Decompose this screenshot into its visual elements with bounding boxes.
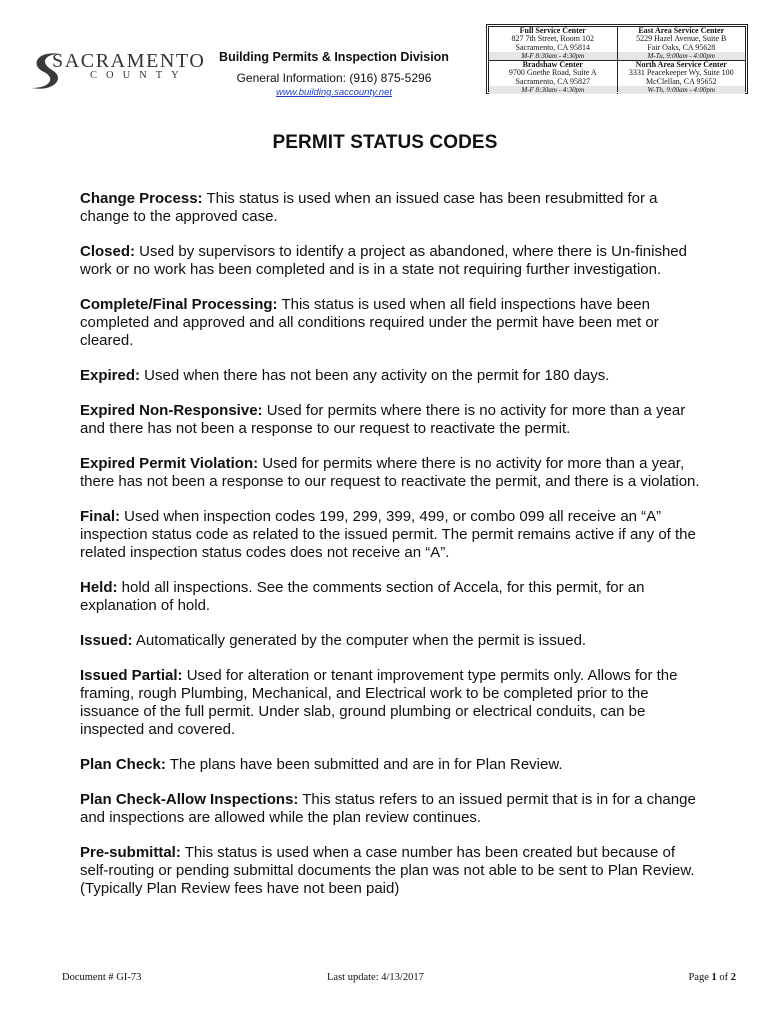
center-city: McClellan, CA 95652: [646, 76, 717, 86]
page-current: 1: [711, 972, 717, 983]
status-code-description: Used for permits where there is no activity for more than a year, there has not been a response to our request to reactivate the permit, and there is a violation.: [80, 455, 700, 490]
status-code-term: Pre-submittal:: [80, 844, 181, 861]
division-title: Building Permits & Inspection Division: [219, 50, 449, 64]
logo-subtitle: COUNTY: [90, 70, 188, 81]
status-code-term: Plan Check:: [80, 756, 166, 773]
status-code-term: Expired Non-Responsive:: [80, 402, 263, 419]
service-centers-box: [486, 24, 748, 94]
status-code-entry: [80, 508, 700, 562]
page-prefix: Page: [688, 972, 712, 983]
center-name: East Area Service Center: [638, 26, 725, 35]
center-address: 9700 Goethe Road, Suite A: [508, 68, 597, 78]
center-name: Bradshaw Center: [522, 60, 583, 70]
last-update: Last update: 4/13/2017: [327, 972, 424, 983]
center-name: North Area Service Center: [635, 60, 727, 70]
status-code-entry: [80, 579, 700, 615]
division-block: [200, 50, 468, 98]
status-code-description: Used for alteration or tenant improvement type permits only. Allows for the framing, rough Plumbing, Mechanical, and Electrical work to be completed prior to the issuance of the full permit. Under slab, ground plumbing or electrical conduits, can be inspected and covered.: [80, 667, 678, 738]
website-link[interactable]: www.building.saccounty.net: [276, 87, 392, 98]
logo-wordmark: SACRAMENTO: [52, 50, 206, 72]
center-city: Sacramento, CA 95827: [515, 76, 590, 86]
status-code-entry: [80, 190, 700, 226]
status-code-description: This status is used when all field inspections have been completed and approved and all conditions required under the permit have been met or cleared.: [80, 296, 659, 349]
status-code-description: Used when inspection codes 199, 299, 399, 499, or combo 099 all receive an “A” inspection status code as related to the issued permit. The permit remains active if any of the related inspection status codes does not receive an “A”.: [80, 508, 696, 561]
service-center-cell: [618, 27, 746, 60]
center-city: Fair Oaks, CA 95628: [647, 42, 716, 52]
general-info-phone: General Information: (916) 875-5296: [236, 71, 432, 85]
status-code-entry: [80, 791, 700, 827]
status-code-entry: [80, 844, 700, 898]
status-code-description: The plans have been submitted and are in for Plan Review.: [165, 756, 563, 773]
center-hours: W-Th, 9:00am - 4:00pm: [618, 86, 746, 94]
status-code-description: Automatically generated by the computer when the permit is issued.: [132, 632, 587, 649]
status-code-list: [80, 190, 700, 915]
center-address: 3331 Peacekeeper Wy, Suite 100: [628, 68, 734, 78]
page-title: PERMIT STATUS CODES: [272, 132, 498, 153]
status-code-term: Closed:: [80, 243, 136, 260]
status-code-description: Used for permits where there is no activity for more than a year and there has not been a response to our request to reactivate the permit.: [80, 402, 686, 437]
status-code-entry: [80, 632, 700, 650]
status-code-term: Change Process:: [80, 190, 203, 207]
status-code-term: Held:: [80, 579, 118, 596]
center-address: 827 7th Street, Room 102: [511, 34, 594, 44]
page-of: of: [716, 972, 731, 983]
document-number: Document # GI-73: [62, 972, 142, 983]
status-code-entry: [80, 296, 700, 350]
center-address: 5229 Hazel Avenue, Suite B: [636, 34, 727, 44]
center-city: Sacramento, CA 95814: [515, 42, 590, 52]
status-code-term: Plan Check-Allow Inspections:: [80, 791, 299, 808]
status-code-description: This status refers to an issued permit that is in for a change and inspections are allowed while the plan review continues.: [80, 791, 696, 826]
status-code-entry: [80, 667, 700, 739]
status-code-description: This status is used when a case number has been created but because of self-routing or pending submittal documents the plan was not able to be sent to Plan Review. (Typically Plan Review fees have not been paid): [80, 844, 695, 897]
status-code-entry: [80, 455, 700, 491]
status-code-entry: [80, 367, 700, 385]
service-center-cell: [618, 61, 746, 94]
center-hours: M-F 8:30am - 4:30pm: [489, 86, 617, 94]
status-code-description: Used when there has not been any activity on the permit for 180 days.: [140, 367, 610, 384]
page-number: [688, 972, 736, 983]
center-name: Full Service Center: [519, 26, 586, 35]
page-total: 2: [730, 972, 736, 983]
county-logo: [30, 48, 206, 98]
status-code-description: Used by supervisors to identify a project as abandoned, where there is Un-finished work or no work has been completed and is in a state not requiring further investigation.: [80, 243, 687, 278]
status-code-term: Expired Permit Violation:: [80, 455, 259, 472]
status-code-entry: [80, 243, 700, 279]
service-center-cell: [489, 61, 617, 94]
status-code-term: Complete/Final Processing:: [80, 296, 278, 313]
status-code-description: hold all inspections. See the comments section of Accela, for this permit, for an explanation of hold.: [80, 579, 645, 614]
status-code-description: This status is used when an issued case has been resubmitted for a change to the approved case.: [80, 190, 658, 225]
status-code-term: Issued Partial:: [80, 667, 183, 684]
center-hours: M-F 8:30am - 4:30pm: [489, 52, 617, 60]
status-code-term: Final:: [80, 508, 120, 525]
status-code-term: Expired:: [80, 367, 141, 384]
status-code-term: Issued:: [80, 632, 133, 649]
status-code-entry: [80, 756, 700, 774]
service-center-cell: [489, 27, 617, 60]
status-code-entry: [80, 402, 700, 438]
center-hours: M-Tu, 9:00am - 4:00pm: [618, 52, 746, 60]
